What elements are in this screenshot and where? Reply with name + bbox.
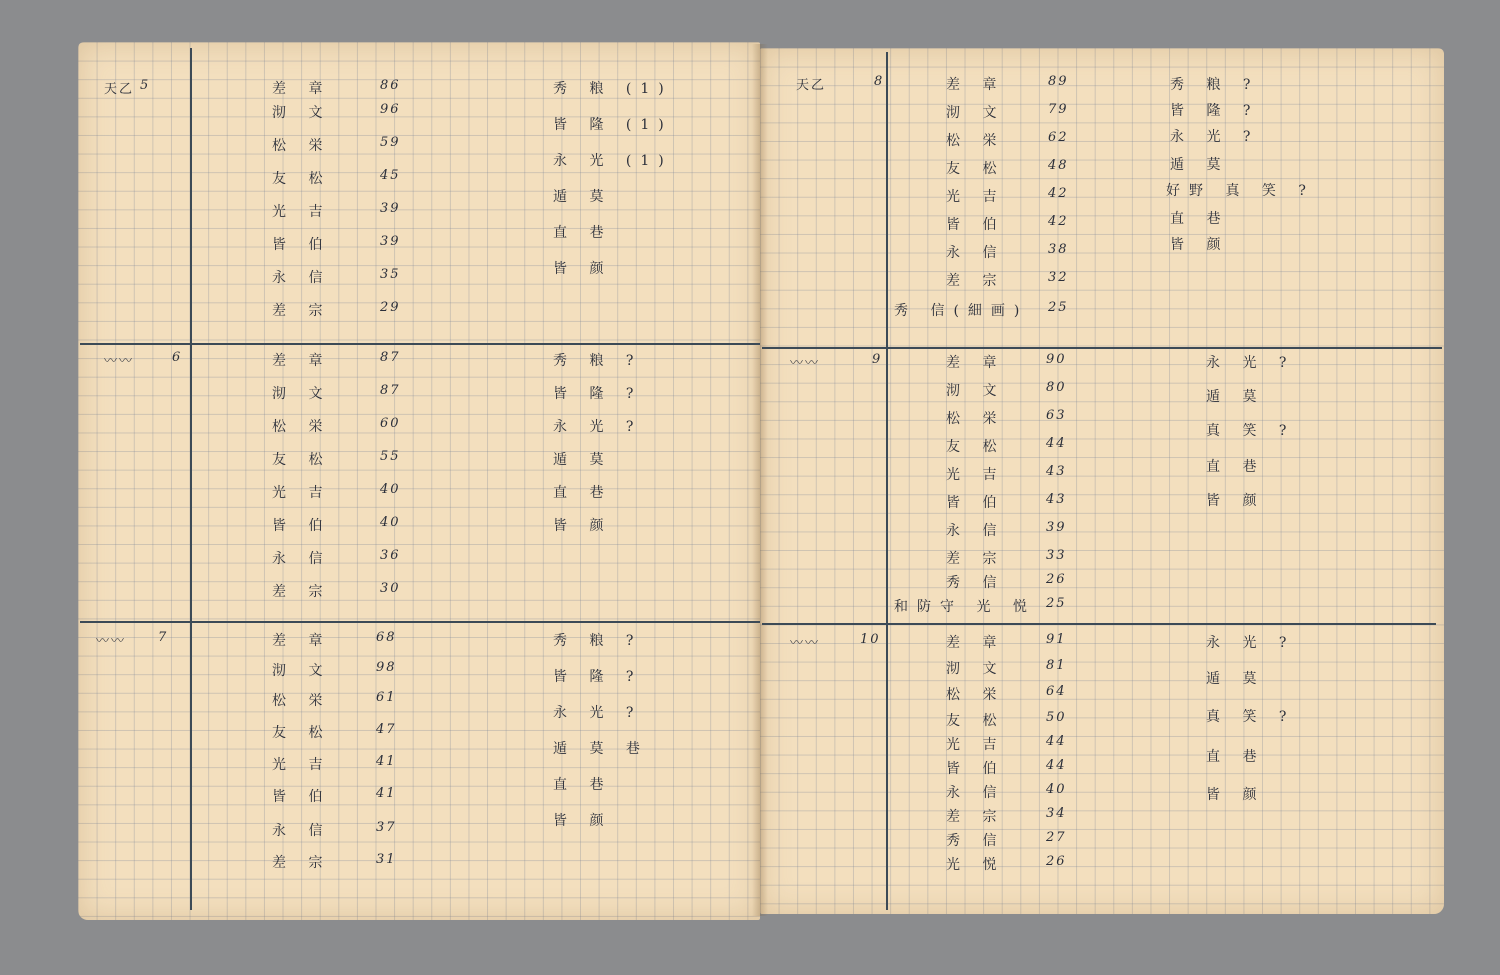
name-entry: 友 松 <box>946 713 1006 729</box>
name-entry: 皆 伯 <box>946 495 1006 511</box>
score-value: 34 <box>1046 806 1067 821</box>
margin-line-right <box>886 52 888 910</box>
list-entry: 直 巷 <box>1206 749 1266 765</box>
name-entry: 皆 伯 <box>272 237 332 253</box>
score-value: 31 <box>376 852 397 867</box>
list-entry: 遁 莫 <box>1170 157 1230 173</box>
name-entry: 沏 文 <box>272 386 332 402</box>
name-entry: 松 栄 <box>946 133 1006 149</box>
score-value: 87 <box>380 383 401 398</box>
name-entry: 光 吉 <box>946 189 1006 205</box>
score-value: 64 <box>1046 684 1067 699</box>
list-entry: 秀 粮 ? <box>553 353 643 369</box>
name-entry: 差 章 <box>946 77 1006 93</box>
score-value: 25 <box>1046 596 1067 611</box>
list-entry: 皆 隆 ? <box>1170 103 1260 119</box>
list-entry: 皆 颜 <box>1206 787 1266 803</box>
name-entry: 光 吉 <box>272 204 332 220</box>
name-entry: 差 宗 <box>272 303 332 319</box>
score-value: 43 <box>1046 492 1067 507</box>
list-entry: 真 笑 ? <box>1206 423 1296 439</box>
divider-left-1 <box>80 343 760 345</box>
score-value: 86 <box>380 78 401 93</box>
list-entry: 直 巷 <box>1170 211 1230 227</box>
name-entry: 差 宗 <box>946 551 1006 567</box>
name-entry: 永 信 <box>946 785 1006 801</box>
score-value: 98 <box>376 660 397 675</box>
score-value: 33 <box>1046 548 1067 563</box>
name-entry: 松 栄 <box>272 138 332 154</box>
name-entry: 松 栄 <box>946 411 1006 427</box>
list-entry: 永 光 ? <box>553 705 643 721</box>
name-entry: 秀 信 <box>946 575 1006 591</box>
name-entry: 永 信 <box>272 551 332 567</box>
section-number: 5 <box>140 78 151 93</box>
score-value: 32 <box>1048 270 1069 285</box>
name-entry: 光 吉 <box>946 737 1006 753</box>
list-entry: 皆 隆 ? <box>553 669 643 685</box>
list-entry: 皆 颜 <box>553 813 613 829</box>
score-value: 44 <box>1046 758 1067 773</box>
name-entry: 光 吉 <box>272 485 332 501</box>
name-entry: 秀 信 <box>946 833 1006 849</box>
book-spine <box>752 44 768 916</box>
list-entry: 永 光 ? <box>1206 635 1296 651</box>
name-entry: 友 松 <box>946 439 1006 455</box>
name-entry: 松 栄 <box>272 419 332 435</box>
name-entry: 永 信 <box>946 523 1006 539</box>
list-entry: 永 光 (1) <box>553 153 673 169</box>
score-value: 90 <box>1046 352 1067 367</box>
score-value: 44 <box>1046 734 1067 749</box>
name-entry: 永 信 <box>272 270 332 286</box>
list-entry: 秀 粮 (1) <box>553 81 673 97</box>
score-value: 44 <box>1046 436 1067 451</box>
name-entry: 沏 文 <box>272 663 332 679</box>
left-page <box>78 42 760 920</box>
right-page <box>760 48 1444 914</box>
name-entry: 差 宗 <box>272 584 332 600</box>
name-entry: 差 章 <box>272 353 332 369</box>
name-entry: 差 宗 <box>946 273 1006 289</box>
name-entry: 友 松 <box>946 161 1006 177</box>
name-entry: 和防守 光 悦 <box>894 599 1036 615</box>
name-entry: 沏 文 <box>946 383 1006 399</box>
name-entry: 皆 伯 <box>272 789 332 805</box>
score-value: 55 <box>380 449 401 464</box>
divider-right-2 <box>762 623 1436 625</box>
score-value: 25 <box>1048 300 1069 315</box>
name-entry: 差 宗 <box>272 855 332 871</box>
score-value: 30 <box>380 581 401 596</box>
name-entry: 光 吉 <box>946 467 1006 483</box>
score-value: 47 <box>376 722 397 737</box>
score-value: 60 <box>380 416 401 431</box>
score-value: 27 <box>1046 830 1067 845</box>
score-value: 37 <box>376 820 397 835</box>
name-entry: 沏 文 <box>946 661 1006 677</box>
name-entry: 差 章 <box>946 635 1006 651</box>
score-value: 48 <box>1048 158 1069 173</box>
score-value: 40 <box>1046 782 1067 797</box>
list-entry: 秀 粮 ? <box>1170 77 1260 93</box>
section-label: 天乙 <box>104 82 135 97</box>
score-value: 89 <box>1048 74 1069 89</box>
section-number: 6 <box>172 350 183 365</box>
list-entry: 永 光 ? <box>553 419 643 435</box>
name-entry: 皆 伯 <box>946 761 1006 777</box>
name-entry: 皆 伯 <box>272 518 332 534</box>
score-value: 79 <box>1048 102 1069 117</box>
list-entry: 永 光 ? <box>1170 129 1260 145</box>
score-value: 42 <box>1048 214 1069 229</box>
name-entry: 沏 文 <box>272 105 332 121</box>
score-value: 41 <box>376 754 397 769</box>
score-value: 42 <box>1048 186 1069 201</box>
score-value: 63 <box>1046 408 1067 423</box>
name-entry: 永 信 <box>946 245 1006 261</box>
section-number: 8 <box>874 74 885 89</box>
score-value: 39 <box>380 201 401 216</box>
score-value: 26 <box>1046 572 1067 587</box>
score-value: 40 <box>380 482 401 497</box>
section-number: 9 <box>872 352 883 367</box>
name-entry: 沏 文 <box>946 105 1006 121</box>
list-entry: 遁 莫 <box>553 189 613 205</box>
list-entry: 遁 莫 巷 <box>553 741 649 757</box>
list-entry: 永 光 ? <box>1206 355 1296 371</box>
margin-line-left <box>190 48 192 910</box>
list-entry: 直 巷 <box>553 485 613 501</box>
score-value: 41 <box>376 786 397 801</box>
divider-right-1 <box>762 347 1442 349</box>
section-number: 10 <box>860 632 881 647</box>
list-entry: 遁 莫 <box>1206 389 1266 405</box>
divider-left-2 <box>80 621 760 623</box>
score-value: 45 <box>380 168 401 183</box>
list-entry: 秀 粮 ? <box>553 633 643 649</box>
score-value: 50 <box>1046 710 1067 725</box>
name-entry: 友 松 <box>272 171 332 187</box>
list-entry: 皆 颜 <box>553 518 613 534</box>
list-entry: 皆 颜 <box>1170 237 1230 253</box>
score-value: 91 <box>1046 632 1067 647</box>
list-entry: 直 巷 <box>553 777 613 793</box>
score-value: 59 <box>380 135 401 150</box>
score-value: 61 <box>376 690 397 705</box>
section-label: 天乙 <box>796 78 827 93</box>
name-entry: 差 章 <box>272 81 332 97</box>
name-entry: 差 宗 <box>946 809 1006 825</box>
list-entry: 直 巷 <box>553 225 613 241</box>
name-entry: 松 栄 <box>946 687 1006 703</box>
score-value: 87 <box>380 350 401 365</box>
list-entry: 皆 隆 (1) <box>553 117 673 133</box>
section-label: 〰〰 <box>790 636 821 651</box>
list-entry: 好野 真 笑 ? <box>1166 183 1315 199</box>
list-entry: 皆 颜 <box>553 261 613 277</box>
list-entry: 皆 颜 <box>1206 493 1266 509</box>
score-value: 39 <box>1046 520 1067 535</box>
section-label: 〰〰 <box>790 356 821 371</box>
name-entry: 永 信 <box>272 823 332 839</box>
score-value: 38 <box>1048 242 1069 257</box>
score-value: 26 <box>1046 854 1067 869</box>
name-entry: 秀 信(細画) <box>894 303 1029 319</box>
name-entry: 友 松 <box>272 452 332 468</box>
name-entry: 皆 伯 <box>946 217 1006 233</box>
score-value: 68 <box>376 630 397 645</box>
section-label: 〰〰 <box>104 354 135 369</box>
name-entry: 光 悦 <box>946 857 1006 873</box>
score-value: 36 <box>380 548 401 563</box>
section-number: 7 <box>158 630 169 645</box>
score-value: 81 <box>1046 658 1067 673</box>
score-value: 40 <box>380 515 401 530</box>
name-entry: 松 栄 <box>272 693 332 709</box>
name-entry: 差 章 <box>272 633 332 649</box>
list-entry: 遁 莫 <box>553 452 613 468</box>
score-value: 39 <box>380 234 401 249</box>
score-value: 35 <box>380 267 401 282</box>
section-label: 〰〰 <box>96 634 127 649</box>
name-entry: 差 章 <box>946 355 1006 371</box>
list-entry: 皆 隆 ? <box>553 386 643 402</box>
score-value: 62 <box>1048 130 1069 145</box>
name-entry: 友 松 <box>272 725 332 741</box>
list-entry: 直 巷 <box>1206 459 1266 475</box>
list-entry: 遁 莫 <box>1206 671 1266 687</box>
score-value: 43 <box>1046 464 1067 479</box>
name-entry: 光 吉 <box>272 757 332 773</box>
list-entry: 真 笑 ? <box>1206 709 1296 725</box>
score-value: 80 <box>1046 380 1067 395</box>
score-value: 96 <box>380 102 401 117</box>
score-value: 29 <box>380 300 401 315</box>
